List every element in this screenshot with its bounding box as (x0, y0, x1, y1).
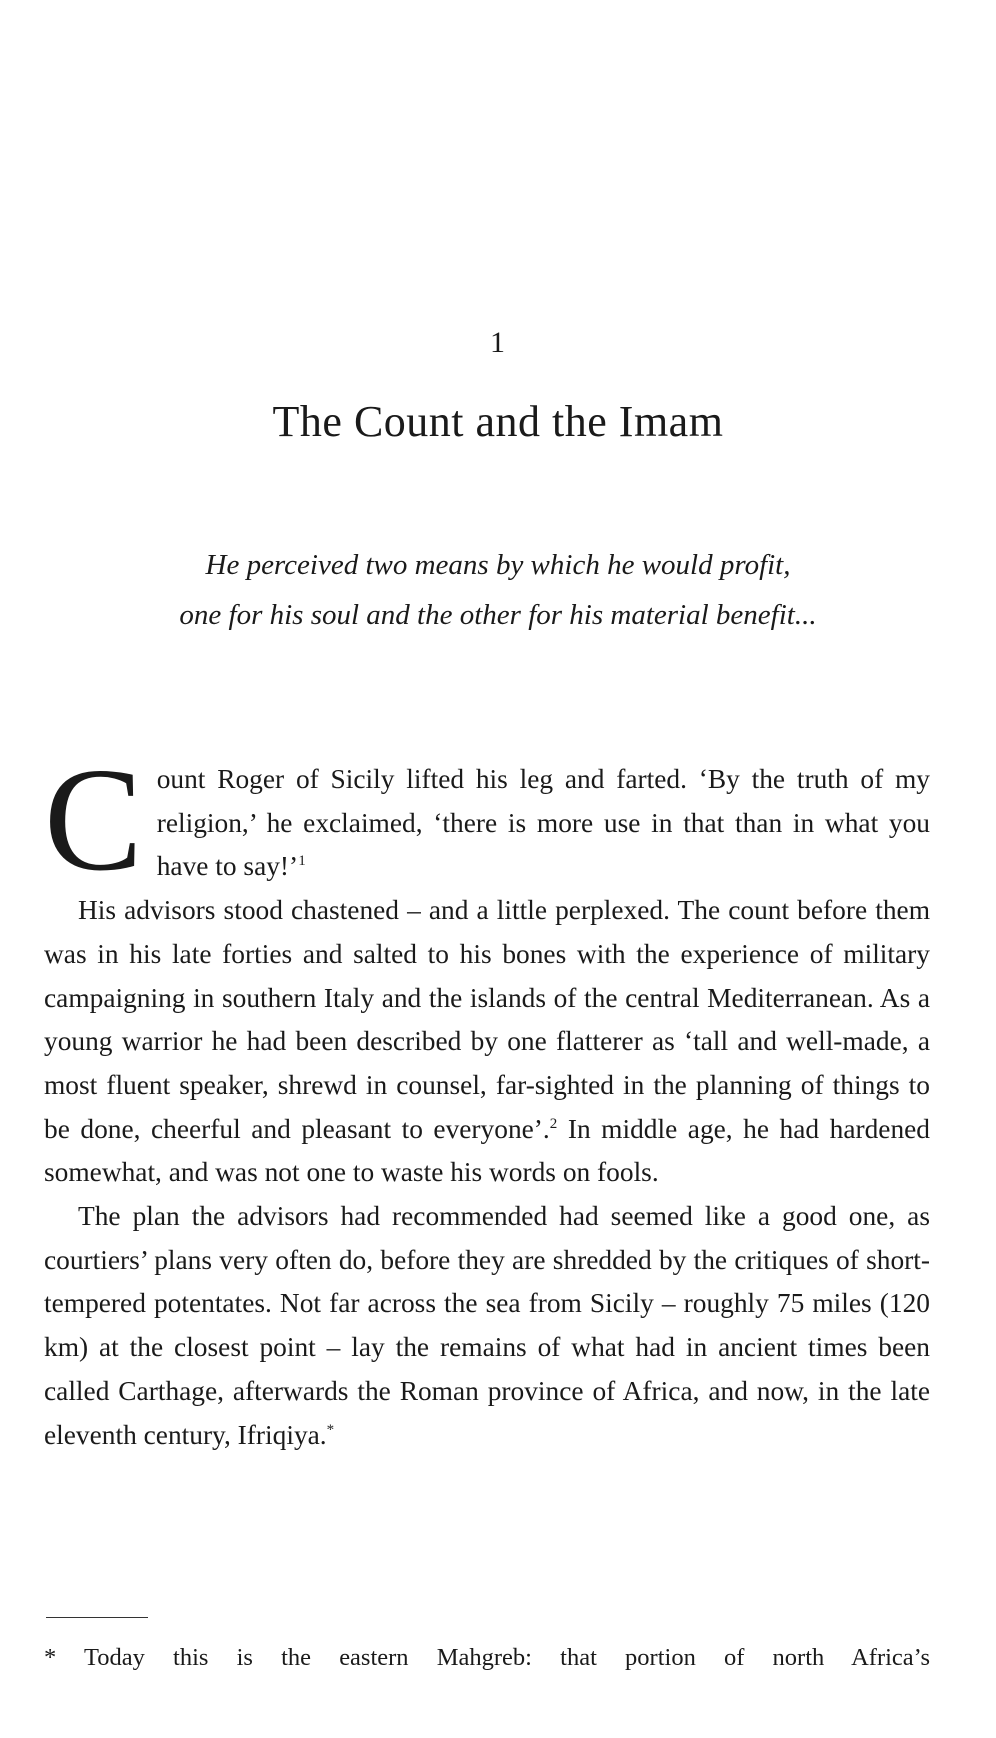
paragraph-1 (44, 738, 930, 902)
paragraph-1-text: ount Roger of Sicily lifted his leg and farted. ‘By the truth of my religion,’ he exclaimed, ‘there is more use in that than in what you have to say!’ (156, 764, 930, 882)
footnote (44, 1640, 930, 1676)
epigraph-line-2: one for his soul and the other for his material benefit... (179, 599, 817, 631)
footnote-ref-2: 2 (549, 1115, 558, 1132)
paragraph-2 (44, 889, 930, 1195)
paragraph-2-text-b: In middle age, he had hardened somewhat, and was not one to waste his words on fools. (44, 1113, 931, 1188)
footnote-ref-1: 1 (298, 853, 306, 870)
epigraph (0, 540, 996, 640)
chapter-title: The Count and the Imam (272, 397, 724, 446)
drop-cap: C (44, 738, 143, 902)
epigraph-line-1: He perceived two means by which he would profit, (205, 549, 791, 581)
paragraph-3-text: The plan the advisors had recommended had seemed like a good one, as courtiers’ plans very often do, before they are shredded by the critiques of short-tempered potentates. Not far across the sea from Sicily – roughly 75 miles (120 km) at the closest point – lay the remains of what had in ancient times been called Carthage, afterwards the Roman province of Africa, and now, in the late eleventh century, Ifriqiya. (44, 1201, 930, 1450)
footnote-ref-star: * (326, 1421, 335, 1438)
footnote-text: Today this is the eastern Mahgreb: that portion of north Africa’s (56, 1644, 930, 1671)
paragraph-3 (44, 1195, 930, 1457)
footnote-marker: * (44, 1644, 57, 1671)
paragraph-2-text-a: His advisors stood chastened – and a little perplexed. The count before them was in his late forties and salted to his bones with the experience of military campaigning in southern Italy and the islands of the central Mediterranean. As a young warrior he had been described by one flatterer as ‘tall and well-made, a most fluent speaker, shrewd in counsel, far-sighted in the planning of things to be done, cheerful and pleasant to everyone’. (44, 895, 930, 1144)
footnote-rule (46, 1617, 148, 1618)
body-text (44, 738, 931, 1457)
chapter-number: 1 (490, 326, 506, 359)
